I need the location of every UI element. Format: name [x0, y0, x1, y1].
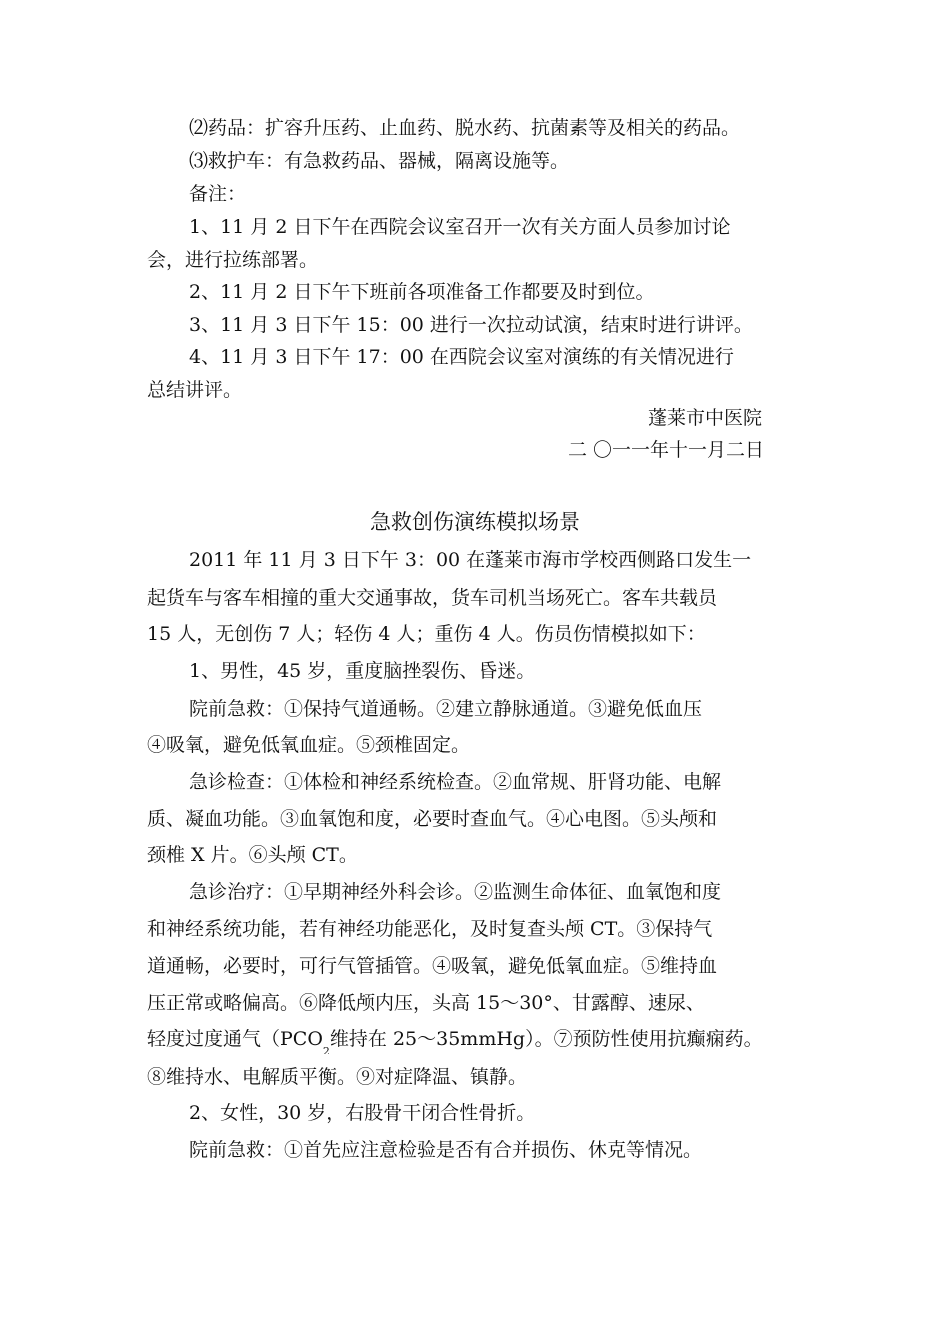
pco-subscript: 2 — [322, 1045, 330, 1054]
remark-3: 3、11 月 3 日下午 15：00 进行一次拉动试演，结束时进行讲评。 — [189, 314, 753, 336]
remark-2: 2、11 月 2 日下午下班前各项准备工作都要及时到位。 — [189, 281, 655, 303]
case-1-treatment-line-1: 急诊治疗：①早期神经外科会诊。②监测生命体征、血氧饱和度 — [189, 881, 722, 903]
remark-1-line-2: 会，进行拉练部署。 — [147, 249, 319, 271]
case-1-treatment-line-3: 道通畅，必要时，可行气管插管。④吸氧，避免低氧血症。⑤维持血 — [147, 955, 718, 977]
signature-organization: 蓬莱市中医院 — [648, 407, 763, 429]
pco-prefix: 轻度过度通气（PCO — [147, 1028, 323, 1050]
signature-date: 二 〇一一年十一月二日 — [568, 439, 765, 461]
pco-suffix: 维持在 25～35mmHg）。⑦预防性使用抗癫痫药。 — [329, 1028, 763, 1050]
item-ambulance: ⑶救护车：有急救药品、器械，隔离设施等。 — [189, 150, 570, 172]
case-1-treatment-line-4: 压正常或略偏高。⑥降低颅内压，头高 15～30°、甘露醇、速尿、 — [147, 992, 705, 1014]
remarks-label: 备注： — [189, 183, 247, 205]
case-1-exam-line-3: 颈椎 X 片。⑥头颅 CT。 — [147, 844, 358, 866]
case-2-heading: 2、女性，30 岁，右股骨干闭合性骨折。 — [189, 1102, 536, 1124]
case-1-exam-line-1: 急诊检查：①体检和神经系统检查。②血常规、肝肾功能、电解 — [189, 771, 722, 793]
intro-line-1: 2011 年 11 月 3 日下午 3：00 在蓬莱市海市学校西侧路口发生一 — [189, 549, 752, 571]
intro-line-2: 起货车与客车相撞的重大交通事故，货车司机当场死亡。客车共载员 — [147, 587, 718, 609]
case-1-treatment-line-6: ⑧维持水、电解质平衡。⑨对症降温、镇静。 — [147, 1066, 528, 1088]
case-1-prehospital-line-2: ④吸氧，避免低氧血症。⑤颈椎固定。 — [147, 734, 471, 756]
scenario-title: 急救创伤演练模拟场景 — [370, 510, 580, 534]
intro-line-3: 15 人，无创伤 7 人；轻伤 4 人；重伤 4 人。伤员伤情模拟如下： — [147, 623, 706, 645]
item-drugs: ⑵药品：扩容升压药、止血药、脱水药、抗菌素等及相关的药品。 — [189, 117, 741, 139]
case-1-prehospital-line-1: 院前急救：①保持气道通畅。②建立静脉通道。③避免低血压 — [189, 698, 703, 720]
case-1-exam-line-2: 质、凝血功能。③血氧饱和度，必要时查血气。④心电图。⑤头颅和 — [147, 808, 718, 830]
case-1-treatment-line-5 — [147, 1024, 807, 1054]
remark-4-line-1: 4、11 月 3 日下午 17：00 在西院会议室对演练的有关情况进行 — [189, 346, 734, 368]
remark-4-line-2: 总结讲评。 — [147, 379, 243, 401]
case-1-treatment-line-2: 和神经系统功能，若有神经功能恶化，及时复查头颅 CT。③保持气 — [147, 918, 713, 940]
case-2-prehospital: 院前急救：①首先应注意检验是否有合并损伤、休克等情况。 — [189, 1139, 703, 1161]
remark-1-line-1: 1、11 月 2 日下午在西院会议室召开一次有关方面人员参加讨论 — [189, 216, 731, 238]
case-1-heading: 1、男性，45 岁，重度脑挫裂伤、昏迷。 — [189, 660, 536, 682]
